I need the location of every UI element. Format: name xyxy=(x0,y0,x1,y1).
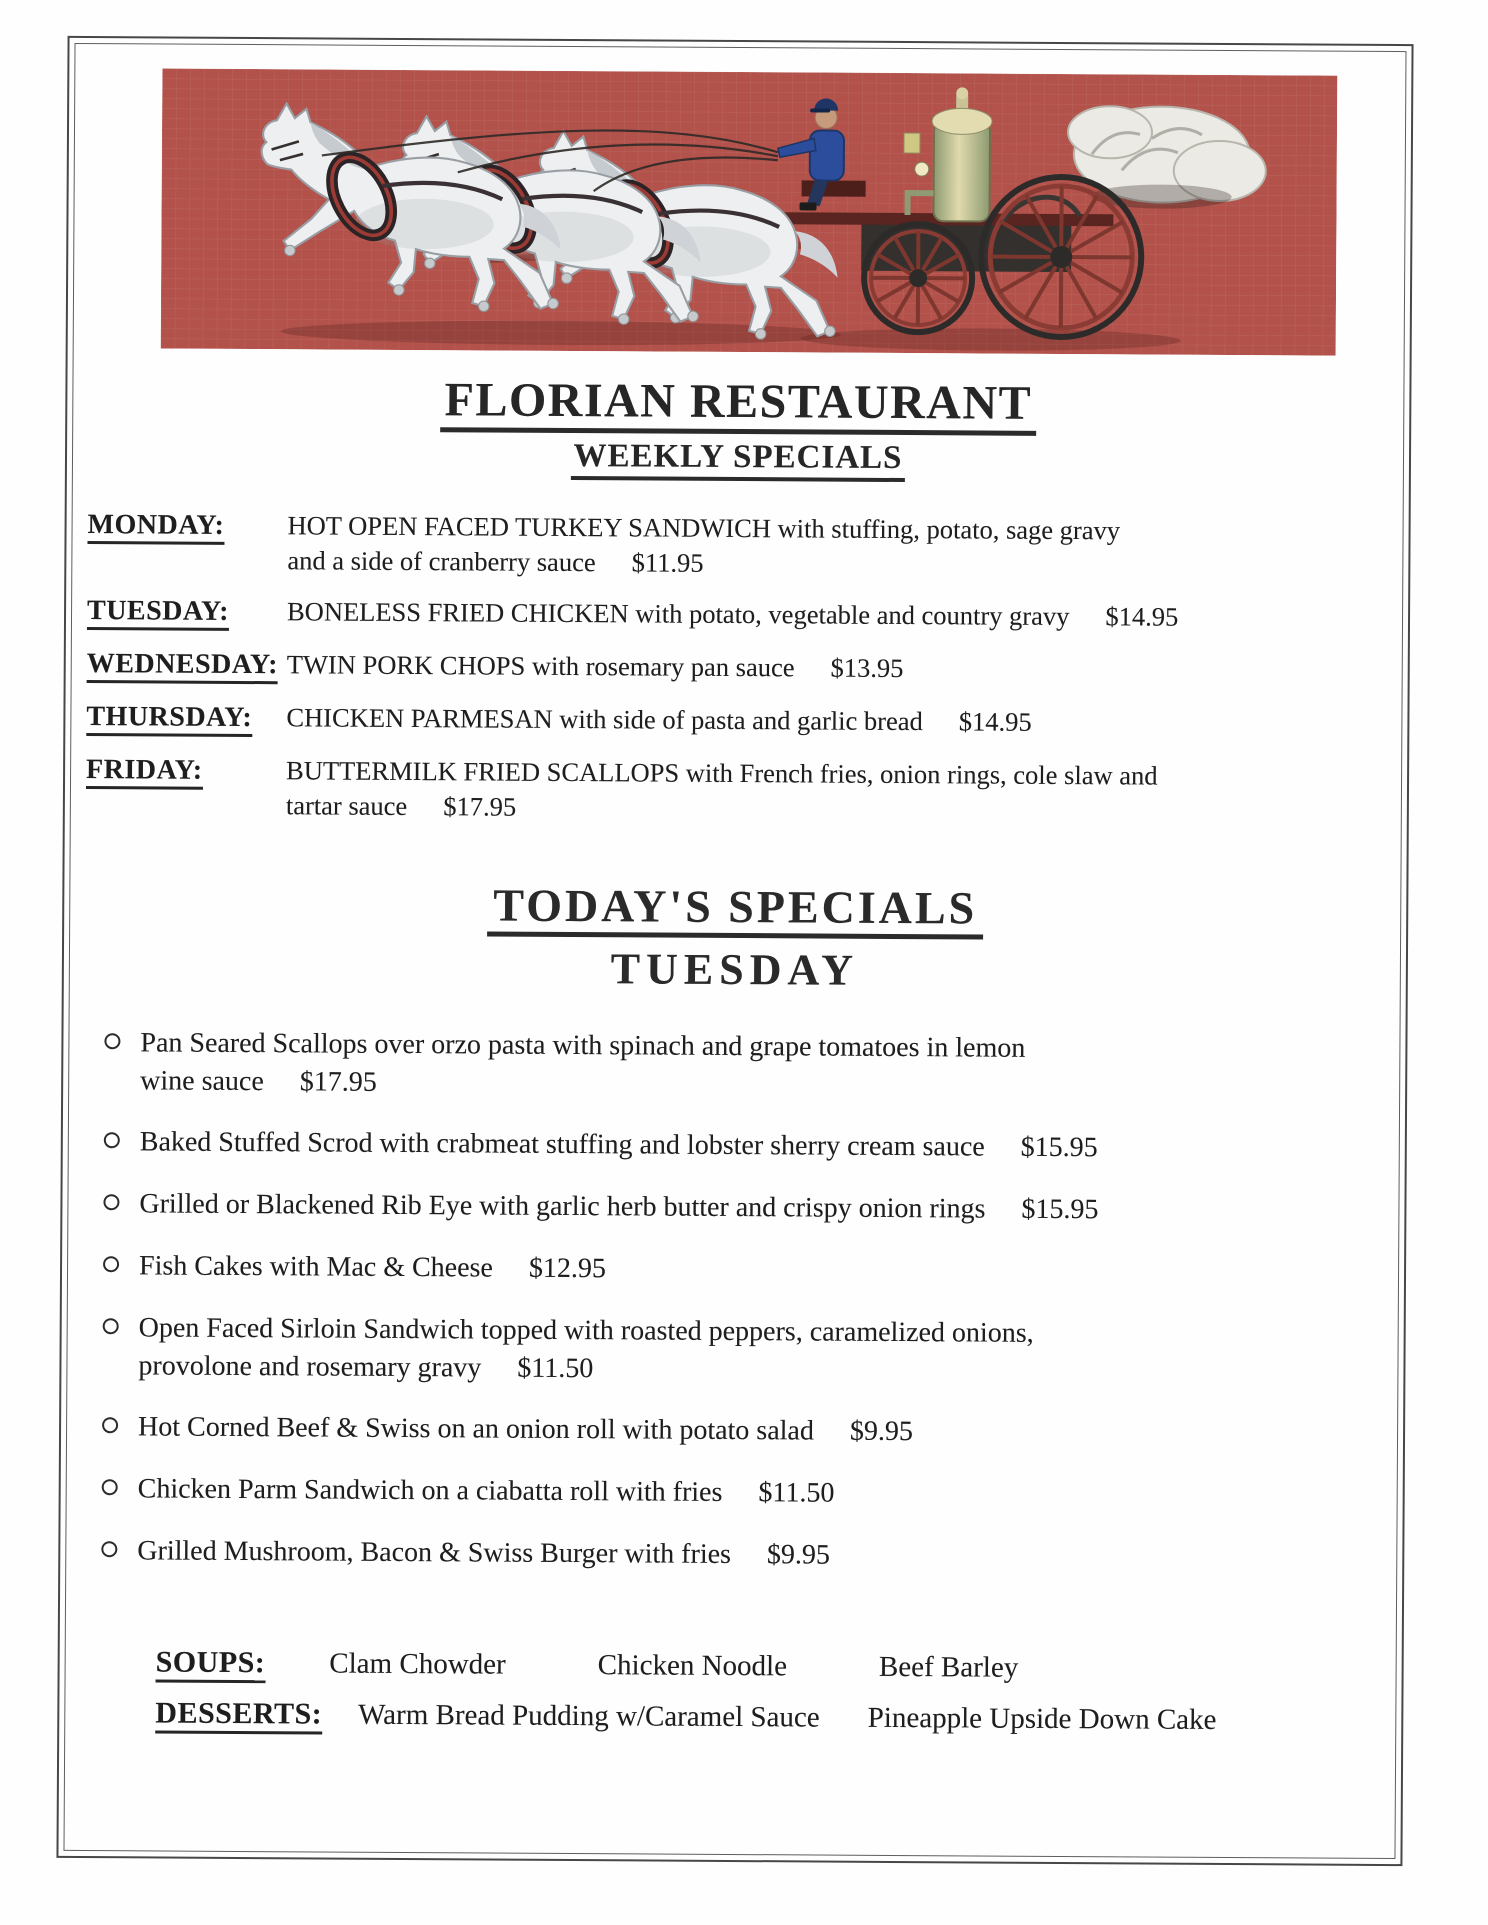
special-text: CHICKEN PARMESAN with side of pasta and garlic bread xyxy=(286,702,923,736)
item-price: $12.95 xyxy=(528,1252,606,1285)
circle-bullet-icon xyxy=(101,1532,137,1570)
item-price: $9.95 xyxy=(849,1416,913,1448)
special-text: BUTTERMILK FRIED SCALLOPS with French fries, onion rings, cole slaw and xyxy=(286,755,1158,791)
weekly-row-monday xyxy=(87,507,1408,585)
page-subtitle: WEEKLY SPECIALS xyxy=(570,440,905,482)
weekly-specials-section xyxy=(86,507,1409,830)
circle-bullet-icon xyxy=(104,1123,140,1161)
item-text: Grilled Mushroom, Bacon & Swiss Burger with fries xyxy=(137,1535,732,1570)
day-label: FRIDAY: xyxy=(86,752,286,823)
special-text: HOT OPEN FACED TURKEY SANDWICH with stuffing, potato, sage gravy xyxy=(287,510,1121,546)
todays-specials-heading: TODAY'S SPECIALS xyxy=(487,882,983,939)
item-text: Open Faced Sirloin Sandwich topped with roasted peppers, caramelized onions, xyxy=(138,1312,1034,1349)
day-label: THURSDAY: xyxy=(86,699,286,737)
todays-specials-list xyxy=(101,1024,1405,1578)
item-price: $15.95 xyxy=(1021,1193,1099,1226)
weekly-row-tuesday xyxy=(87,593,1408,638)
todays-specials-day: TUESDAY xyxy=(610,943,860,995)
special-price: $11.95 xyxy=(631,547,704,578)
day-label: WEDNESDAY: xyxy=(87,646,287,684)
weekly-row-wednesday xyxy=(87,646,1408,691)
weekly-row-friday xyxy=(86,752,1407,830)
item-text: wine sauce xyxy=(140,1064,264,1097)
soup-item: Chicken Noodle xyxy=(597,1648,788,1683)
special-text: and a side of cranberry sauce xyxy=(287,545,596,578)
special-price: $14.95 xyxy=(1105,601,1179,632)
circle-bullet-icon xyxy=(103,1247,139,1285)
soups-row xyxy=(156,1642,1402,1689)
front-wheel xyxy=(864,224,973,333)
special-text: BONELESS FRIED CHICKEN with potato, vegetable and country gravy xyxy=(286,596,1070,631)
day-special-description xyxy=(286,753,1216,829)
soup-item: Clam Chowder xyxy=(329,1647,506,1681)
page-border-frame xyxy=(56,36,1413,1866)
day-special-description xyxy=(286,700,1216,743)
item-text: Chicken Parm Sandwich on a ciabatta roll with fries xyxy=(137,1473,723,1509)
item-text: Pan Seared Scallops over orzo pasta with spinach and grape tomatoes in lemon xyxy=(140,1027,1026,1064)
special-price: $13.95 xyxy=(830,652,904,683)
circle-bullet-icon xyxy=(104,1024,140,1100)
item-text: Fish Cakes with Mac & Cheese xyxy=(138,1250,493,1284)
item-price: $11.50 xyxy=(758,1477,835,1509)
item-price: $15.95 xyxy=(1020,1132,1098,1164)
menu-item xyxy=(104,1024,1405,1108)
dessert-item: Pineapple Upside Down Cake xyxy=(867,1702,1217,1737)
menu-item xyxy=(103,1247,1404,1293)
circle-bullet-icon xyxy=(102,1309,138,1385)
desserts-label: DESSERTS: xyxy=(155,1694,322,1734)
special-price: $17.95 xyxy=(443,790,517,822)
weekly-row-thursday xyxy=(86,699,1407,744)
item-text: provolone and rosemary gravy xyxy=(138,1349,482,1383)
menu-item xyxy=(103,1185,1404,1231)
soups-label: SOUPS: xyxy=(156,1642,266,1682)
special-text: tartar sauce xyxy=(285,790,408,821)
rear-wheel xyxy=(981,176,1142,337)
menu-page xyxy=(56,36,1413,1866)
special-price: $14.95 xyxy=(958,706,1032,737)
item-text: Baked Stuffed Scrod with crabmeat stuffing and lobster sherry cream sauce xyxy=(139,1126,985,1163)
item-text: Hot Corned Beef & Swiss on an onion roll with potato salad xyxy=(137,1411,814,1447)
circle-bullet-icon xyxy=(102,1408,138,1446)
menu-item xyxy=(102,1309,1403,1393)
item-text: Grilled or Blackened Rib Eye with garlic herb butter and crispy onion rings xyxy=(139,1188,986,1225)
circle-bullet-icon xyxy=(103,1185,139,1223)
item-price: $17.95 xyxy=(299,1065,377,1098)
day-label: MONDAY: xyxy=(87,507,287,578)
day-special-description xyxy=(287,647,1217,690)
horses-fire-wagon-illustration xyxy=(161,68,1338,355)
menu-item xyxy=(102,1470,1403,1516)
item-price: $9.95 xyxy=(766,1539,831,1571)
day-special-description xyxy=(287,508,1217,584)
menu-item xyxy=(104,1123,1405,1169)
item-price: $11.50 xyxy=(517,1352,594,1384)
circle-bullet-icon xyxy=(102,1470,138,1508)
day-label: TUESDAY: xyxy=(87,593,287,631)
dessert-item: Warm Bread Pudding w/Caramel Sauce xyxy=(358,1699,820,1734)
soup-item: Beef Barley xyxy=(878,1650,1019,1684)
day-special-description xyxy=(287,594,1217,637)
special-text: TWIN PORK CHOPS with rosemary pan sauce xyxy=(286,649,795,683)
desserts-row xyxy=(155,1694,1401,1741)
menu-item xyxy=(102,1408,1403,1454)
menu-item xyxy=(101,1532,1402,1578)
soups-desserts-section xyxy=(155,1642,1402,1741)
page-title: FLORIAN RESTAURANT xyxy=(440,376,1036,436)
